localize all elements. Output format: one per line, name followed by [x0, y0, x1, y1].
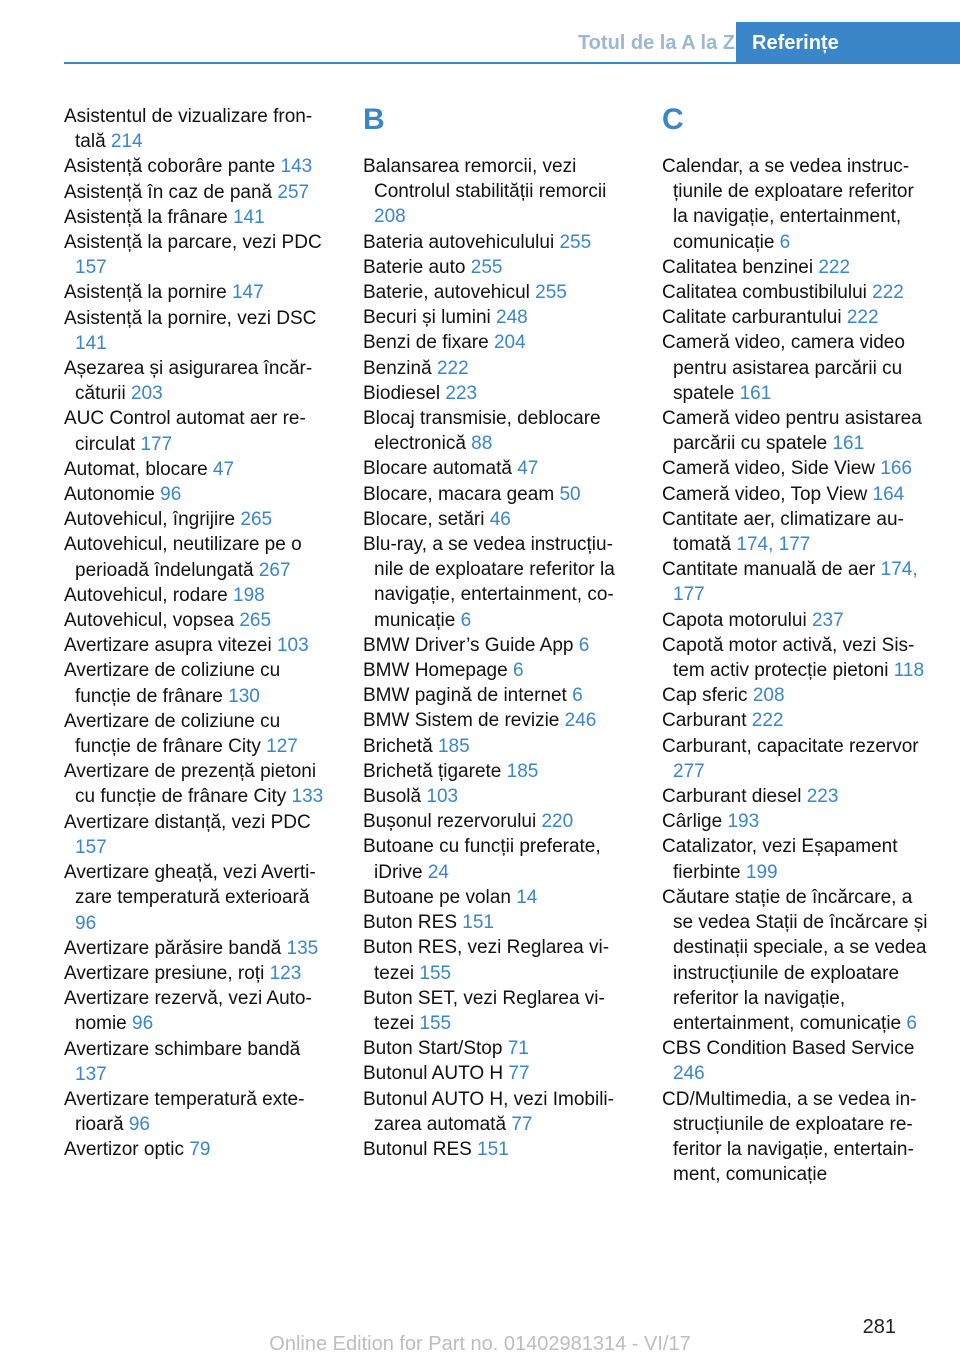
page-reference-link[interactable]: 222 — [818, 256, 851, 278]
index-entry-text: Autovehicul, neutilizare pe o perioadă îndelungată — [64, 534, 302, 581]
page-reference-link[interactable]: 164 — [872, 483, 905, 505]
index-entry — [64, 457, 334, 482]
index-entry — [64, 1087, 334, 1137]
index-entry-text: Avertizor optic — [64, 1139, 185, 1161]
page-reference-link[interactable]: 147 — [231, 282, 264, 304]
page-reference-link[interactable]: 255 — [559, 231, 592, 253]
index-entry-text: Calitatea combustibilului — [662, 282, 867, 304]
page-reference-link[interactable]: 46 — [489, 508, 511, 530]
index-entry — [363, 935, 633, 985]
page-reference-link[interactable]: 151 — [477, 1138, 509, 1160]
page-reference-link[interactable]: 6 — [512, 660, 524, 682]
index-entry-text: Catalizator, vezi Eșapament fierbinte — [662, 836, 898, 883]
page-reference-link[interactable]: 88 — [471, 433, 493, 455]
index-entry — [64, 860, 334, 936]
page-reference-link[interactable]: 143 — [280, 156, 313, 178]
page-reference-link[interactable]: 220 — [541, 811, 574, 833]
index-entry — [363, 507, 633, 532]
index-entry — [64, 608, 334, 633]
index-entry — [64, 104, 334, 154]
page-reference-link[interactable]: 135 — [286, 937, 319, 959]
index-entry-text: Cap sferic — [662, 685, 748, 707]
index-entry — [662, 305, 932, 330]
index-entry — [363, 910, 633, 935]
index-entry — [363, 986, 633, 1036]
index-entry-text: Benzină — [363, 357, 432, 379]
page-reference-link[interactable]: 246 — [673, 1063, 705, 1085]
index-entry — [64, 1137, 334, 1162]
index-letter-heading: B — [363, 103, 385, 136]
index-entry — [363, 230, 633, 255]
index-entry — [662, 885, 932, 1036]
index-entry — [363, 1036, 633, 1061]
page-reference-link[interactable]: 222 — [436, 357, 469, 379]
index-entry-text: Blocare, setări — [363, 508, 485, 530]
index-entry-text: Buton SET, vezi Reglarea vitezei — [363, 987, 605, 1034]
index-entry — [363, 1087, 633, 1137]
index-entry — [64, 230, 334, 280]
page-reference-link[interactable]: 14 — [516, 886, 538, 908]
index-entry-text: Cameră video, Top View — [662, 483, 868, 505]
index-entry-text: Biodiesel — [363, 382, 441, 404]
index-entry — [64, 1037, 334, 1087]
index-entry-text: Asistență la frânare — [64, 206, 228, 228]
index-entry — [662, 734, 932, 784]
index-entry-text: Calitate carburantului — [662, 307, 842, 329]
index-entry — [64, 583, 334, 608]
index-entry-text: BMW pagină de internet — [363, 685, 567, 707]
index-entry-text: Brichetă — [363, 735, 433, 757]
index-entry — [363, 482, 633, 507]
index-entry-text: Avertizare rezervă, vezi Autonomie — [64, 988, 312, 1035]
page-reference-link[interactable]: 199 — [745, 861, 778, 883]
page-reference-link[interactable]: 161 — [832, 433, 865, 455]
page-reference-link[interactable]: 157 — [75, 836, 107, 858]
index-entry-text: Buton RES, vezi Reglarea vitezei — [363, 937, 610, 984]
index-column-b — [363, 104, 633, 1162]
index-entry-text: Carburant, capacitate rezervor — [662, 735, 919, 757]
page-reference-link[interactable]: 255 — [535, 282, 567, 304]
index-entry — [64, 507, 334, 532]
index-entry — [662, 154, 932, 255]
page-reference-link[interactable]: 222 — [872, 282, 904, 304]
index-entry — [64, 482, 334, 507]
index-entry — [662, 809, 932, 834]
index-entry — [64, 154, 334, 179]
page-reference-link[interactable]: 246 — [564, 710, 597, 732]
index-entry-text: Cameră video pentru asistarea parcării cu spatele — [662, 408, 922, 455]
index-entry-text: Carburant — [662, 710, 747, 732]
index-entry — [64, 306, 334, 356]
page-reference-link[interactable]: 103 — [426, 786, 459, 808]
index-entry — [64, 759, 334, 809]
index-entry-text: Blu-ray, a se vedea instrucțiunile de exploatare referitor la navigație, entertainment, comunicație — [363, 534, 615, 631]
index-entry-text: Calitatea benzinei — [662, 256, 814, 278]
index-entry-text: Buton RES — [363, 912, 457, 934]
header-rule — [64, 62, 960, 64]
page-reference-link[interactable]: 223 — [445, 382, 478, 404]
index-entry-text: Avertizare asupra vitezei — [64, 635, 272, 657]
page-reference-link[interactable]: 155 — [419, 962, 452, 984]
index-entry — [662, 557, 932, 607]
index-entry-text: Busolă — [363, 786, 422, 808]
page-reference-link[interactable]: 174, 177 — [736, 534, 811, 556]
page-reference-link[interactable]: 24 — [427, 861, 449, 883]
index-entry-text: Butoane pe volan — [363, 886, 511, 908]
page-reference-link[interactable]: 174, 177 — [673, 559, 918, 606]
index-entry-text: Avertizare presiune, roți — [64, 962, 265, 984]
index-entry — [662, 255, 932, 280]
index-entry-text: Butonul AUTO H — [363, 1063, 504, 1085]
page-reference-link[interactable]: 177 — [140, 433, 173, 455]
index-entry-text: Brichetă țigarete — [363, 760, 502, 782]
index-entry — [363, 406, 633, 456]
index-letter-heading: C — [662, 103, 684, 136]
index-entry — [64, 180, 334, 205]
index-entry — [662, 683, 932, 708]
active-tab-references[interactable]: Referințe — [736, 22, 960, 62]
index-entry — [662, 1087, 932, 1188]
page-reference-link[interactable]: 123 — [269, 962, 302, 984]
index-entry-text: Blocare automată — [363, 458, 512, 480]
index-entry — [363, 305, 633, 330]
index-entry-text: Benzi de fixare — [363, 332, 489, 354]
index-entry-text: Buton Start/Stop — [363, 1038, 503, 1060]
page-reference-link[interactable]: 157 — [75, 257, 107, 279]
index-entry — [662, 608, 932, 633]
page-reference-link[interactable]: 208 — [752, 685, 785, 707]
page-reference-link[interactable]: 155 — [419, 1012, 452, 1034]
index-entry-text: Avertizare schimbare bandă — [64, 1038, 301, 1060]
page-reference-link[interactable]: 193 — [727, 811, 760, 833]
index-entry — [64, 205, 334, 230]
index-entry-text: Cantitate manuală de aer — [662, 559, 876, 581]
page-reference-link[interactable]: 141 — [75, 332, 107, 354]
index-entry — [64, 356, 334, 406]
page-reference-link[interactable]: 118 — [893, 660, 925, 682]
index-entry-text: Asistență la pornire, vezi DSC — [64, 307, 317, 329]
index-entry-text: Capota motorului — [662, 609, 807, 631]
page-reference-link[interactable]: 222 — [846, 307, 879, 329]
index-entry-text: Automat, blocare — [64, 458, 208, 480]
page-reference-link[interactable]: 77 — [508, 1063, 530, 1085]
index-entry-text: BMW Homepage — [363, 660, 508, 682]
index-entry — [64, 532, 334, 582]
index-entry — [363, 885, 633, 910]
index-entry-text: Butonul AUTO H, vezi Imobilizarea automată — [363, 1088, 614, 1135]
index-entry-text: CBS Condition Based Service — [662, 1038, 915, 1060]
index-entry — [363, 154, 633, 230]
index-entry — [662, 482, 932, 507]
index-entry-text: Avertizare de coliziune cu funcție de frânare — [64, 660, 281, 707]
page-reference-link[interactable]: 151 — [462, 912, 494, 934]
index-entry-text: Blocaj transmisie, deblocare electronică — [363, 408, 601, 455]
page-reference-link[interactable]: 71 — [507, 1038, 529, 1060]
page-reference-link[interactable]: 257 — [277, 181, 310, 203]
index-entry-text: Cameră video, Side View — [662, 458, 875, 480]
page-reference-link[interactable]: 50 — [559, 483, 581, 505]
index-entry — [363, 1137, 633, 1162]
page-reference-link[interactable]: 47 — [212, 458, 235, 480]
index-entry — [662, 507, 932, 557]
index-entry-text: Autonomie — [64, 484, 155, 506]
page-reference-link[interactable]: 198 — [233, 584, 265, 606]
index-entry — [64, 280, 334, 305]
page-reference-link[interactable]: 96 — [132, 1013, 154, 1035]
page-reference-link[interactable]: 6 — [779, 231, 791, 253]
index-entry — [363, 532, 633, 633]
index-entry-text: AUC Control automat aer recirculat — [64, 408, 306, 455]
page-reference-link[interactable]: 265 — [240, 509, 273, 531]
index-entry — [363, 734, 633, 759]
page-reference-link[interactable]: 267 — [258, 559, 291, 581]
index-entry-text: Becuri și lumini — [363, 307, 491, 329]
page-reference-link[interactable]: 133 — [291, 786, 324, 808]
index-entry — [64, 406, 334, 456]
footer-edition: Online Edition for Part no. 01402981314 - VI/17 — [269, 1333, 691, 1355]
index-entry-text: BMW Sistem de revizie — [363, 710, 560, 732]
index-entry — [363, 255, 633, 280]
index-entry-text: Capotă motor activă, vezi Sistem activ protecție pietoni — [662, 634, 915, 682]
index-entry — [662, 633, 932, 683]
index-entry — [363, 330, 633, 355]
page-reference-link[interactable]: 185 — [506, 760, 539, 782]
index-entry-text: Baterie, autovehicul — [363, 282, 530, 304]
index-entry — [363, 834, 633, 884]
index-entry — [363, 708, 633, 733]
page-reference-link[interactable]: 265 — [239, 610, 272, 632]
page-reference-link[interactable]: 204 — [493, 332, 526, 354]
page-reference-link[interactable]: 137 — [75, 1063, 107, 1085]
index-entry — [662, 708, 932, 733]
page-reference-link[interactable]: 6 — [572, 685, 583, 707]
page-reference-link[interactable]: 6 — [578, 634, 590, 656]
page-reference-link[interactable]: 223 — [806, 786, 839, 808]
section-tab[interactable]: Totul de la A la Z — [577, 32, 735, 54]
index-entry — [363, 381, 633, 406]
page-reference-link[interactable]: 166 — [880, 458, 912, 480]
index-entry — [64, 633, 334, 658]
page-reference-link[interactable]: 130 — [228, 685, 260, 707]
index-entry — [363, 356, 633, 381]
index-entry-text: Așezarea și asigurarea încărcăturii — [64, 358, 313, 405]
page-reference-link[interactable]: 203 — [130, 383, 163, 405]
index-entry-text: Bușonul rezervorului — [363, 811, 537, 833]
page-reference-link[interactable]: 127 — [266, 736, 298, 758]
index-entry-text: Baterie auto — [363, 256, 466, 278]
index-entry — [662, 1036, 932, 1086]
index-entry-text: Asistență în caz de pană — [64, 181, 273, 203]
index-entry — [363, 759, 633, 784]
index-entry — [662, 330, 932, 406]
page-reference-link[interactable]: 6 — [906, 1012, 917, 1034]
index-column-c — [662, 104, 932, 1187]
index-entry-text: Autovehicul, îngrijire — [64, 509, 236, 531]
index-entry-text: Asistență la pornire — [64, 282, 227, 304]
index-entry — [662, 280, 932, 305]
page-reference-link[interactable]: 96 — [128, 1114, 150, 1136]
index-entry — [363, 633, 633, 658]
page-reference-link[interactable]: 237 — [811, 609, 844, 631]
page-reference-link[interactable]: 96 — [75, 912, 97, 934]
index-entry-text: Avertizare de prezență pietoni cu funcție de frânare City — [64, 761, 317, 808]
page-number: 281 — [862, 1316, 896, 1338]
page-reference-link[interactable]: 6 — [460, 609, 472, 631]
index-entry — [64, 658, 334, 708]
index-entry — [363, 784, 633, 809]
page-reference-link[interactable]: 161 — [739, 382, 772, 404]
index-entry-text: Autovehicul, vopsea — [64, 610, 235, 632]
index-entry-text: Balansarea remorcii, vezi Controlul stabilității remorcii — [363, 156, 607, 203]
page-reference-link[interactable]: 248 — [496, 307, 528, 329]
index-entry — [363, 456, 633, 481]
index-entry-text: Cârlige — [662, 811, 723, 833]
index-entry — [64, 961, 334, 986]
index-entry — [662, 784, 932, 809]
index-entry — [363, 280, 633, 305]
index-entry-text: Căutare stație de încărcare, a se vedea Stații de încărcare și destinații speciale, a se vedea instrucțiunile de exploatare referitor la navigație, entertainment, comunicație — [662, 886, 928, 1034]
index-entry-text: Carburant diesel — [662, 786, 802, 808]
index-entry-text: Butonul RES — [363, 1138, 472, 1160]
index-entry-text: Butoane cu funcții preferate, iDrive — [363, 836, 601, 883]
index-entry — [363, 809, 633, 834]
index-entry-text: Cameră video, camera video pentru asistarea parcării cu spatele — [662, 332, 905, 404]
index-entry — [363, 1061, 633, 1086]
index-entry — [64, 810, 334, 860]
page-reference-link[interactable]: 208 — [374, 206, 406, 228]
index-entry — [64, 986, 334, 1036]
index-entry-text: Cantitate aer, climatizare automată — [662, 508, 904, 556]
index-entry — [64, 936, 334, 961]
index-column-a — [64, 104, 334, 1163]
page-reference-link[interactable]: 214 — [110, 131, 143, 153]
page-reference-link[interactable]: 96 — [160, 484, 182, 506]
index-entry — [662, 456, 932, 481]
index-entry-text: Calendar, a se vedea instrucțiunile de exploatare referitor la navigație, entertainment, comunicație — [662, 156, 914, 253]
index-entry-text: Blocare, macara geam — [363, 483, 555, 505]
index-entry — [64, 709, 334, 759]
index-entry-text: BMW Driver’s Guide App — [363, 634, 574, 656]
index-entry-text: Avertizare distanță, vezi PDC — [64, 811, 311, 833]
index-entry-text: Avertizare părăsire bandă — [64, 937, 282, 959]
page-reference-link[interactable]: 141 — [232, 206, 265, 228]
page-reference-link[interactable]: 185 — [437, 735, 470, 757]
page-reference-link[interactable]: 222 — [751, 710, 784, 732]
page-reference-link[interactable]: 255 — [470, 256, 503, 278]
index-entry-text: CD/Multimedia, a se vedea instrucțiunile de exploatare referitor la navigație, entertainment, comunicație — [662, 1088, 917, 1186]
page-reference-link[interactable]: 277 — [673, 760, 705, 782]
index-entry-text: Asistentul de vizualizare frontală — [64, 106, 313, 153]
index-entry-text: Asistență la parcare, vezi PDC — [64, 232, 322, 254]
index-entry-text: Bateria autovehiculului — [363, 231, 555, 253]
index-entry — [363, 658, 633, 683]
index-entry-text: Asistență coborâre pante — [64, 156, 276, 178]
index-entry — [662, 834, 932, 884]
index-entry-text: Avertizare temperatură exterioară — [64, 1088, 305, 1136]
index-entry-text: Avertizare de coliziune cu funcție de frânare City — [64, 710, 281, 758]
page-reference-link[interactable]: 103 — [276, 635, 309, 657]
page-reference-link[interactable]: 47 — [517, 458, 539, 480]
index-entry-text: Avertizare gheață, vezi Avertizare temperatură exterioară — [64, 862, 316, 909]
page-reference-link[interactable]: 77 — [511, 1113, 533, 1135]
index-entry — [662, 406, 932, 456]
index-entry — [363, 683, 633, 708]
index-entry-text: Autovehicul, rodare — [64, 584, 228, 606]
page-reference-link[interactable]: 79 — [189, 1139, 211, 1161]
